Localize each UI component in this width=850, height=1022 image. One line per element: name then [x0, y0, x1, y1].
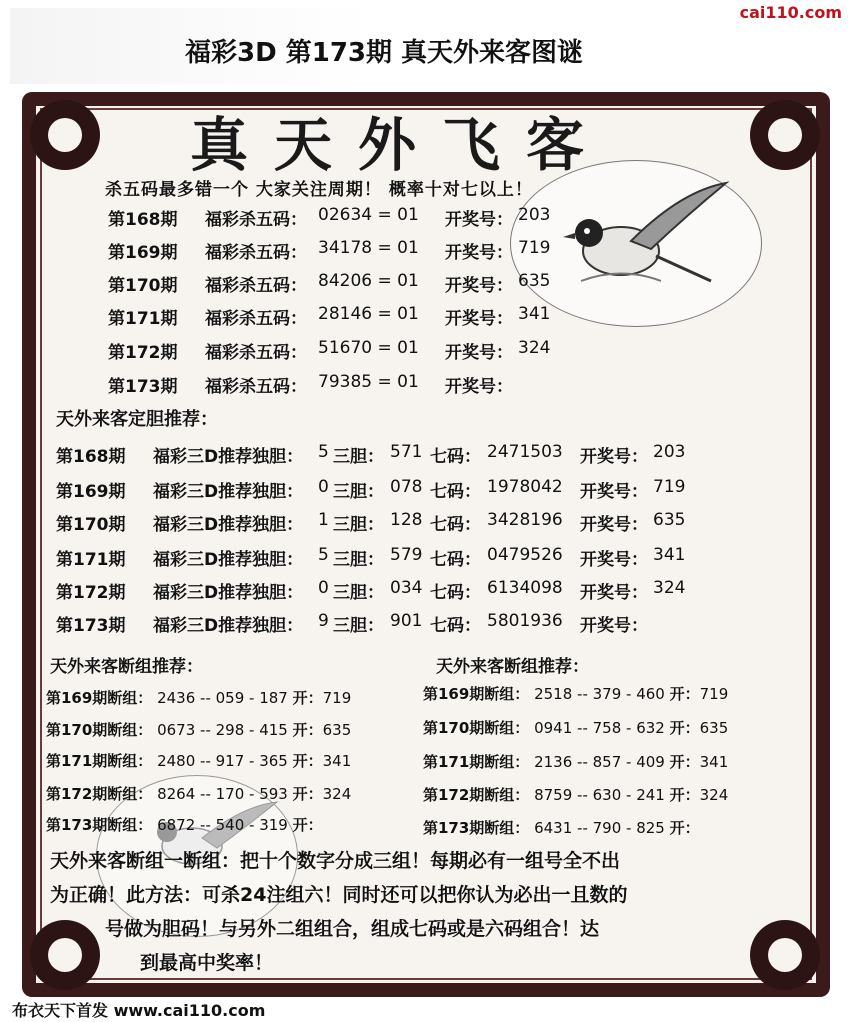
dan-row-three-label: 三胆： [333, 616, 384, 636]
group-row-period: 第169期断组： [46, 689, 153, 707]
dan-row-three: 901 [390, 611, 423, 631]
kill-row-period: 第170期 [108, 276, 178, 296]
kill-row-label: 福彩杀五码： [205, 309, 307, 329]
kill-row-period: 第168期 [108, 210, 178, 230]
page-title: 福彩3D 第173期 真天外来客图谜 [185, 38, 584, 68]
dan-row-label: 福彩三D推荐独胆： [153, 515, 304, 535]
group-row-draw: 324 [322, 785, 352, 803]
group-row-open-label: 开： [292, 816, 323, 834]
dan-row-draw-label: 开奖号： [580, 515, 648, 535]
group-row-period: 第169期断组： [423, 685, 530, 703]
dan-row-seven-label: 七码： [430, 616, 481, 636]
dan-row-period: 第168期 [56, 447, 126, 467]
kill-row-period: 第172期 [108, 343, 178, 363]
dan-row-draw: 341 [653, 545, 686, 565]
kill-row-code: 28146 = 01 [318, 304, 419, 324]
dan-row-seven: 6134098 [487, 578, 563, 598]
dan-row-draw: 719 [653, 477, 686, 497]
kill-row-draw: 635 [518, 271, 551, 291]
dan-row-seven: 0479526 [487, 545, 563, 565]
group-row-open-label: 开： [669, 685, 700, 703]
dan-row-label: 福彩三D推荐独胆： [153, 482, 304, 502]
kill-row-draw-label: 开奖号： [445, 210, 513, 230]
group-row-groups: 8759 -- 630 - 241 [534, 786, 665, 804]
dan-row-draw: 324 [653, 578, 686, 598]
group-row-period: 第171期断组： [423, 753, 530, 771]
kill-row-draw-label: 开奖号： [445, 243, 513, 263]
group-row-open-label: 开： [669, 753, 700, 771]
kill-row-draw: 341 [518, 304, 551, 324]
group-row-period: 第171期断组： [46, 752, 153, 770]
group-row-period: 第173期断组： [46, 816, 153, 834]
group-row-open-label: 开： [669, 786, 700, 804]
explanation-line: 天外来客断组一断组：把十个数字分成三组！每期必有一组号全不出 [50, 850, 621, 872]
dan-row-three: 579 [390, 545, 423, 565]
group-row-groups: 2436 -- 059 - 187 [157, 689, 288, 707]
kill-row-label: 福彩杀五码： [205, 243, 307, 263]
kill-row-draw-label: 开奖号： [445, 377, 513, 397]
group-row-period: 第173期断组： [423, 819, 530, 837]
group-row-open-label: 开： [292, 721, 323, 739]
kill-row-label: 福彩杀五码： [205, 343, 307, 363]
explanation-paragraph [50, 844, 820, 980]
kill-row-label: 福彩杀五码： [205, 210, 307, 230]
kill-row-draw: 719 [518, 238, 551, 258]
explanation-line: 号做为胆码！与另外二组组合，组成七码或是六码组合！达 [105, 918, 600, 940]
group-row-draw: 719 [322, 689, 352, 707]
kill-row-label: 福彩杀五码： [205, 276, 307, 296]
group-row-draw: 324 [699, 786, 729, 804]
dan-row-draw-label: 开奖号： [580, 583, 648, 603]
dan-row-seven: 3428196 [487, 510, 563, 530]
group-row-open-label: 开： [292, 689, 323, 707]
kill-row-code: 79385 = 01 [318, 372, 419, 392]
dan-row-label: 福彩三D推荐独胆： [153, 583, 304, 603]
intro-text: 杀五码最多错一个 大家关注周期！ 概率十对七以上！ [105, 180, 533, 200]
kill-row-code: 02634 = 01 [318, 205, 419, 225]
group-row-period: 第172期断组： [423, 786, 530, 804]
dan-row-period: 第172期 [56, 583, 126, 603]
kill-row-code: 51670 = 01 [318, 338, 419, 358]
group-row-groups: 2136 -- 857 - 409 [534, 753, 665, 771]
dan-row-seven-label: 七码： [430, 515, 481, 535]
poster-title: 真天外飞客 [190, 111, 611, 179]
kill-row-period: 第173期 [108, 377, 178, 397]
group-row-period: 第170期断组： [46, 721, 153, 739]
dan-row-dan: 5 [318, 545, 329, 565]
corner-ornament-icon [30, 100, 100, 170]
dan-row-three-label: 三胆： [333, 550, 384, 570]
kill-row-draw-label: 开奖号： [445, 276, 513, 296]
dan-row-three-label: 三胆： [333, 515, 384, 535]
group-row-groups: 0673 -- 298 - 415 [157, 721, 288, 739]
dan-row-dan: 0 [318, 477, 329, 497]
group-row-period: 第170期断组： [423, 719, 530, 737]
group-row-open-label: 开： [292, 785, 323, 803]
group-row-groups: 8264 -- 170 - 593 [157, 785, 288, 803]
explanation-line: 为正确！此方法：可杀24注组六！同时还可以把你认为必出一且数的 [50, 884, 628, 906]
group-row-open-label: 开： [669, 719, 700, 737]
dan-row-three-label: 三胆： [333, 447, 384, 467]
dan-row-draw-label: 开奖号： [580, 447, 648, 467]
dan-row-draw-label: 开奖号： [580, 616, 648, 636]
dan-row-three: 078 [390, 477, 423, 497]
group-row-open-label: 开： [292, 752, 323, 770]
brand-logo[interactable]: cai110.com [739, 3, 842, 22]
group-row-draw: 635 [322, 721, 352, 739]
dan-row-dan: 5 [318, 442, 329, 462]
dan-row-label: 福彩三D推荐独胆： [153, 447, 304, 467]
dan-row-draw: 635 [653, 510, 686, 530]
dan-row-draw: 203 [653, 442, 686, 462]
explanation-line: 到最高中奖率！ [140, 952, 274, 974]
dan-row-period: 第171期 [56, 550, 126, 570]
group-row-groups: 2518 -- 379 - 460 [534, 685, 665, 703]
group-row-groups: 2480 -- 917 - 365 [157, 752, 288, 770]
dan-row-draw-label: 开奖号： [580, 482, 648, 502]
dan-row-seven-label: 七码： [430, 447, 481, 467]
group-row-draw: 341 [699, 753, 729, 771]
dan-row-period: 第169期 [56, 482, 126, 502]
kill-row-code: 34178 = 01 [318, 238, 419, 258]
dan-row-dan: 9 [318, 611, 329, 631]
kill-row-code: 84206 = 01 [318, 271, 419, 291]
group-row-period: 第172期断组： [46, 785, 153, 803]
footer-source[interactable]: 布衣天下首发 www.cai110.com [12, 1001, 266, 1020]
dan-section-title: 天外来客定胆推荐： [56, 409, 218, 430]
dan-row-period: 第170期 [56, 515, 126, 535]
group-right-title: 天外来客断组推荐： [436, 657, 589, 677]
kill-row-draw: 324 [518, 338, 551, 358]
dan-row-label: 福彩三D推荐独胆： [153, 616, 304, 636]
dan-row-three: 034 [390, 578, 423, 598]
dan-row-period: 第173期 [56, 616, 126, 636]
group-row-groups: 0941 -- 758 - 632 [534, 719, 665, 737]
group-left-title: 天外来客断组推荐： [50, 657, 203, 677]
group-row-groups: 6431 -- 790 - 825 [534, 819, 665, 837]
group-row-draw: 635 [699, 719, 729, 737]
group-row-open-label: 开： [669, 819, 700, 837]
group-row-draw: 719 [699, 685, 729, 703]
dan-row-dan: 1 [318, 510, 329, 530]
kill-row-draw-label: 开奖号： [445, 343, 513, 363]
kill-row-period: 第171期 [108, 309, 178, 329]
dan-row-three-label: 三胆： [333, 583, 384, 603]
group-row-groups: 6872 -- 540 - 319 [157, 816, 288, 834]
kill-row-draw: 203 [518, 205, 551, 225]
dan-row-draw-label: 开奖号： [580, 550, 648, 570]
dan-row-seven-label: 七码： [430, 583, 481, 603]
kill-row-label: 福彩杀五码： [205, 377, 307, 397]
dan-row-seven-label: 七码： [430, 550, 481, 570]
dan-row-seven-label: 七码： [430, 482, 481, 502]
dan-row-label: 福彩三D推荐独胆： [153, 550, 304, 570]
dan-row-three: 571 [390, 442, 423, 462]
dan-row-three: 128 [390, 510, 423, 530]
corner-ornament-icon [750, 100, 820, 170]
group-row-draw: 341 [322, 752, 352, 770]
dan-row-three-label: 三胆： [333, 482, 384, 502]
kill-row-period: 第169期 [108, 243, 178, 263]
dan-row-seven: 5801936 [487, 611, 563, 631]
dan-row-dan: 0 [318, 578, 329, 598]
dan-row-seven: 1978042 [487, 477, 563, 497]
dan-row-seven: 2471503 [487, 442, 563, 462]
kill-row-draw-label: 开奖号： [445, 309, 513, 329]
